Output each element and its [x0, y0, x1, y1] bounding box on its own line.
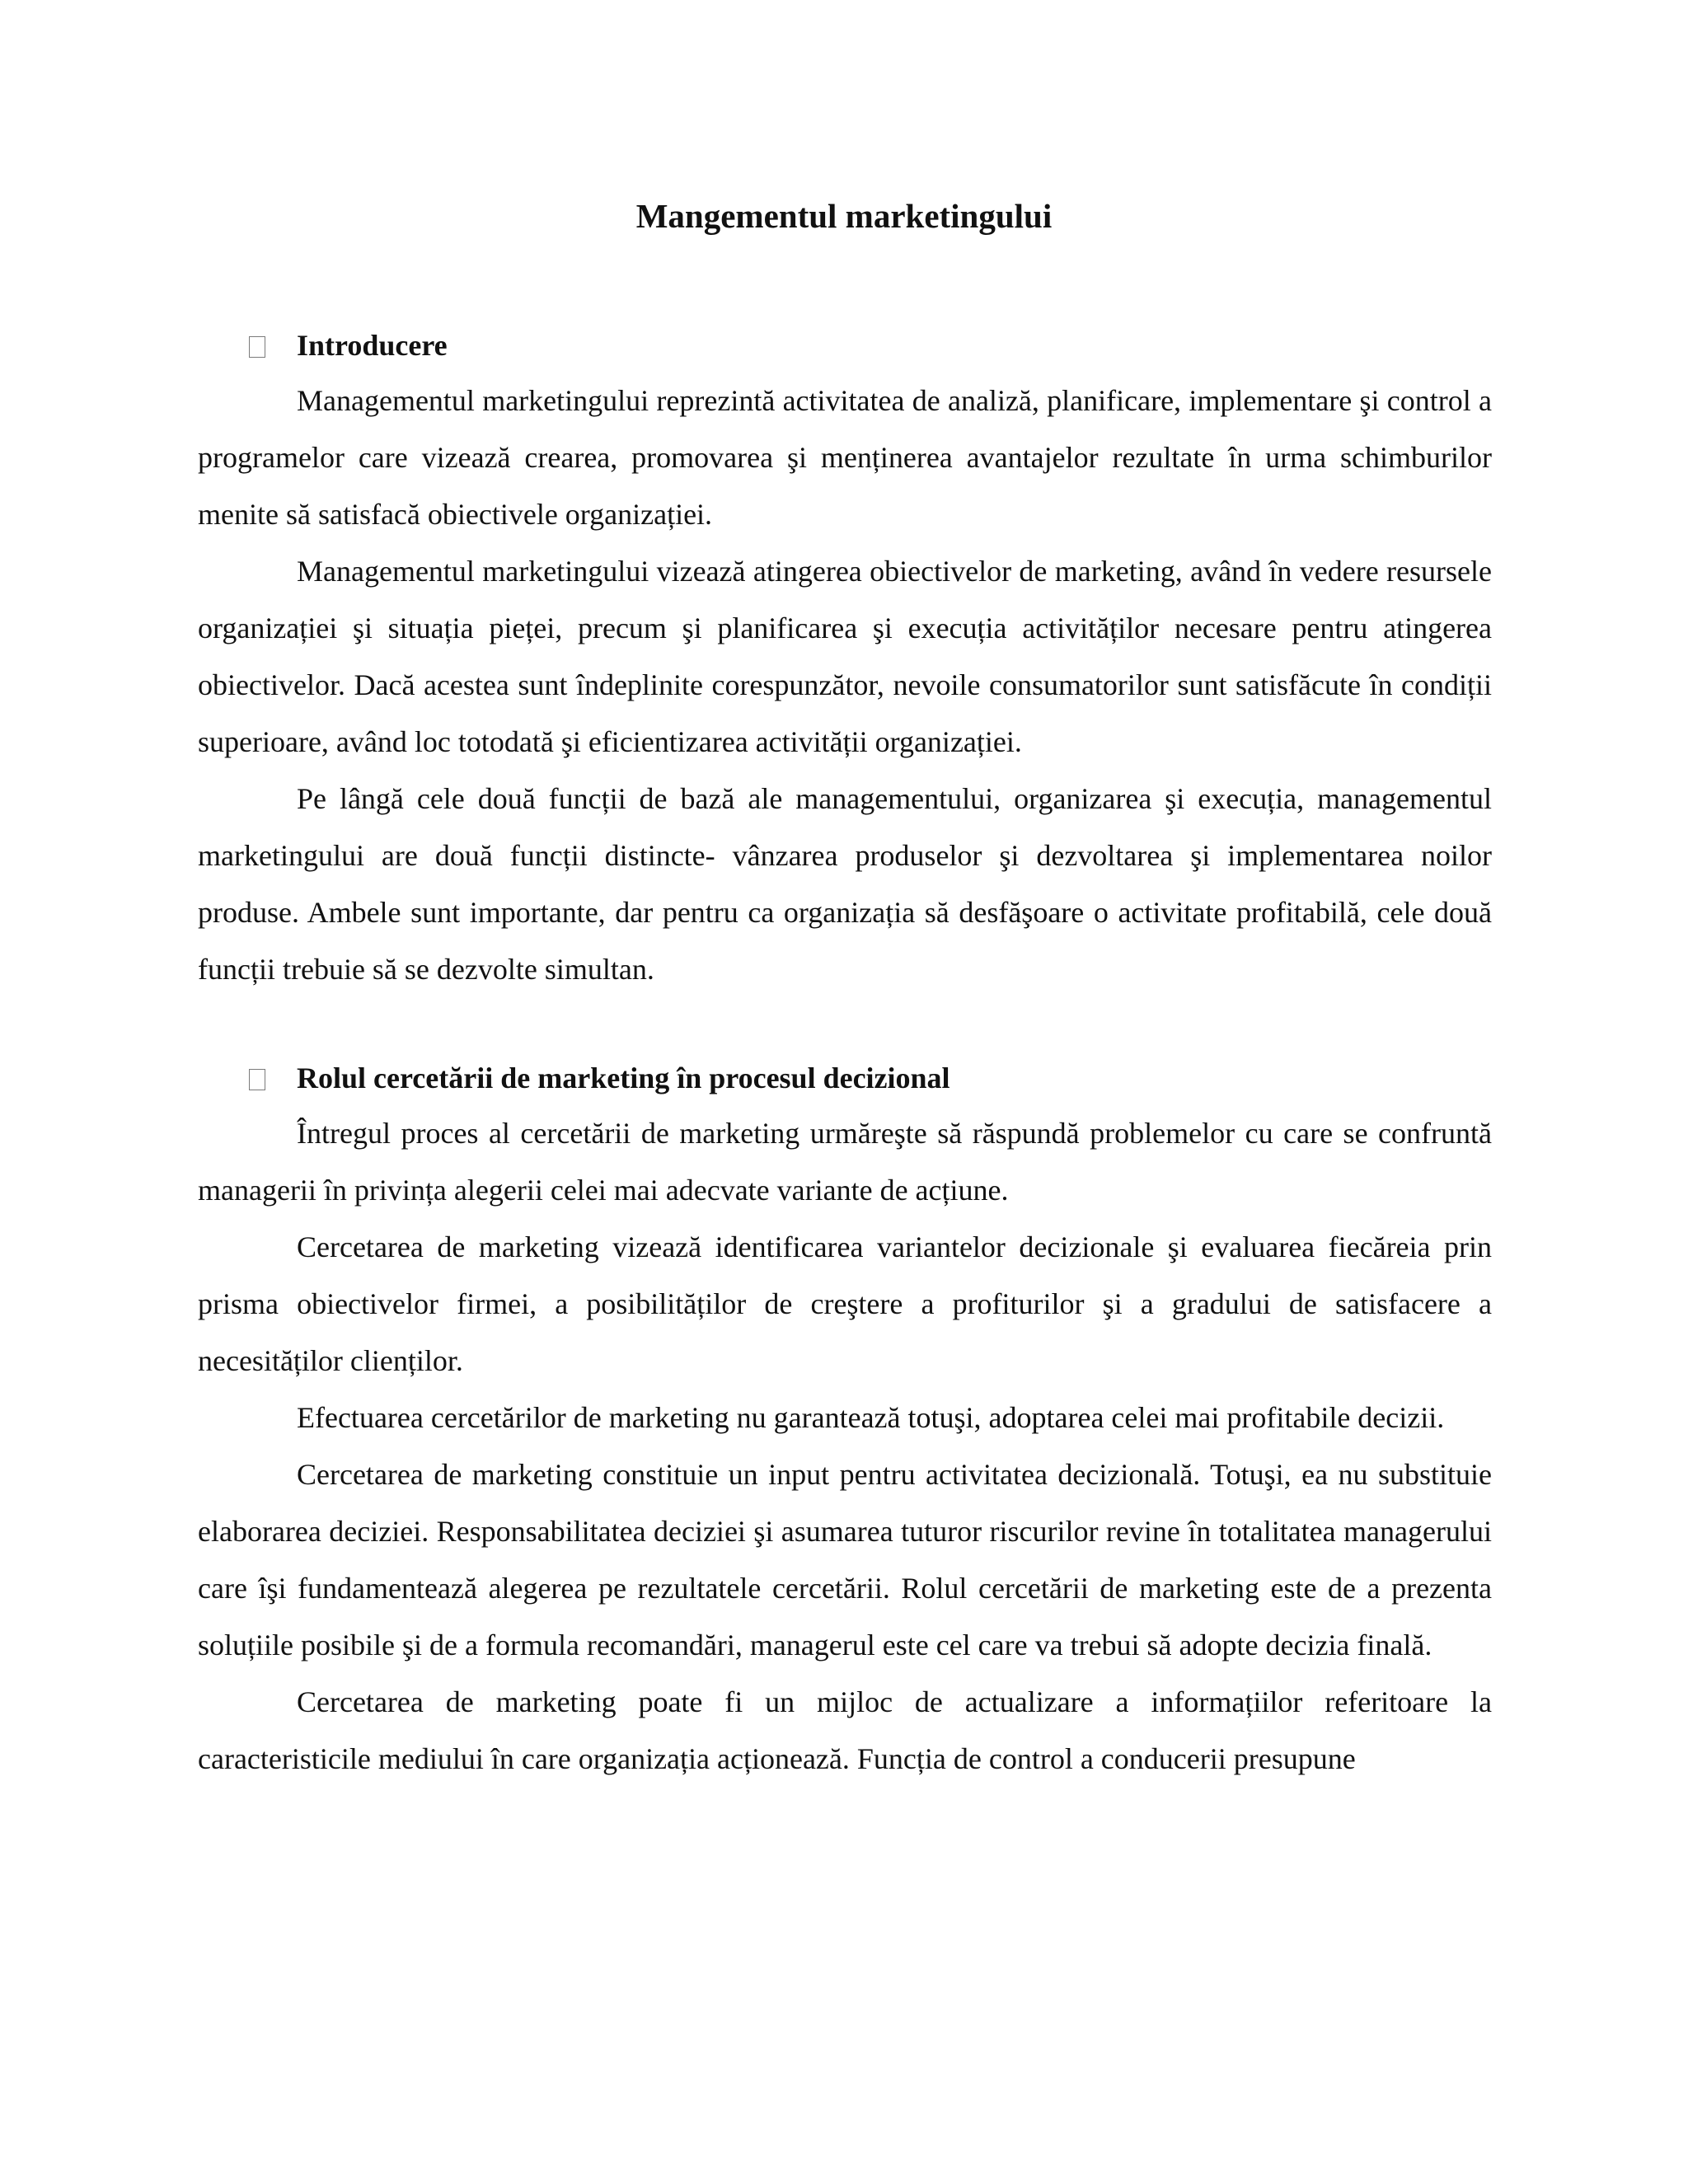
bullet-box-icon [249, 1069, 265, 1090]
section-heading [198, 1051, 1492, 1105]
document-title: Mangementul marketingului [635, 197, 1053, 235]
paragraph: Cercetarea de marketing constituie un input pentru activitatea decizională. Totuşi, ea nu substituie elaborarea deciziei. Responsabilitatea deciziei şi asumarea tuturor riscurilor revine în totalitatea managerului care îşi fundamentează alegerea pe rezultatele cercetării. Rolul cercetării de marketing este de a prezenta soluțiile posibile şi de a formula recomandări, managerul este cel care va trebui să adopte decizia finală. [198, 1458, 1492, 1661]
document-body [198, 318, 1492, 1788]
section-heading-text: Introducere [297, 329, 448, 362]
paragraph: Pe lângă cele două funcții de bază ale managementului, organizarea şi execuția, managementul marketingului are două funcții distincte- vânzarea produselor şi dezvoltarea şi implementarea noilor produse. Ambele sunt importante, dar pentru ca organizația să desfăşoare o activitate profitabilă, cele două funcții trebuie să se dezvolte simultan. [198, 782, 1492, 986]
section-spacer [198, 998, 1492, 1051]
section-heading [198, 318, 1492, 373]
paragraph: Cercetarea de marketing vizează identificarea variantelor decizionale şi evaluarea fiecăreia prin prisma obiectivelor firmei, a posibilităților de creştere a profiturilor şi a gradului de satisfacere a necesităților clienților. [198, 1230, 1492, 1377]
section-introducere [198, 318, 1492, 998]
section-heading-text: Rolul cercetării de marketing în procesul decizional [297, 1062, 950, 1094]
bullet-box-icon [249, 336, 265, 358]
section-rolul-cercetarii [198, 1051, 1492, 1788]
paragraph: Întregul proces al cercetării de marketing urmăreşte să răspundă problemelor cu care se confruntă managerii în privința alegerii celei mai adecvate variante de acțiune. [198, 1117, 1492, 1207]
paragraph: Managementul marketingului reprezintă activitatea de analiză, planificare, implementare şi control a programelor care vizează crearea, promovarea şi menținerea avantajelor rezultate în urma schimburilor menite să satisfacă obiectivele organizației. [198, 384, 1492, 531]
paragraph: Efectuarea cercetărilor de marketing nu garantează totuşi, adoptarea celei mai profitabile decizii. [297, 1401, 1445, 1434]
paragraph: Managementul marketingului vizează atingerea obiectivelor de marketing, având în vedere resursele organizației şi situația pieței, precum şi planificarea şi execuția activităților necesare pentru atingerea obiectivelor. Dacă acestea sunt îndeplinite corespunzător, nevoile consumatorilor sunt satisfăcute în condiții superioare, având loc totodată şi eficientizarea activității organizației. [198, 555, 1492, 758]
paragraph: Cercetarea de marketing poate fi un mijloc de actualizare a informațiilor referitoare la caracteristicile mediului în care organizația acționează. Funcția de control a conducerii presupune [198, 1685, 1492, 1775]
